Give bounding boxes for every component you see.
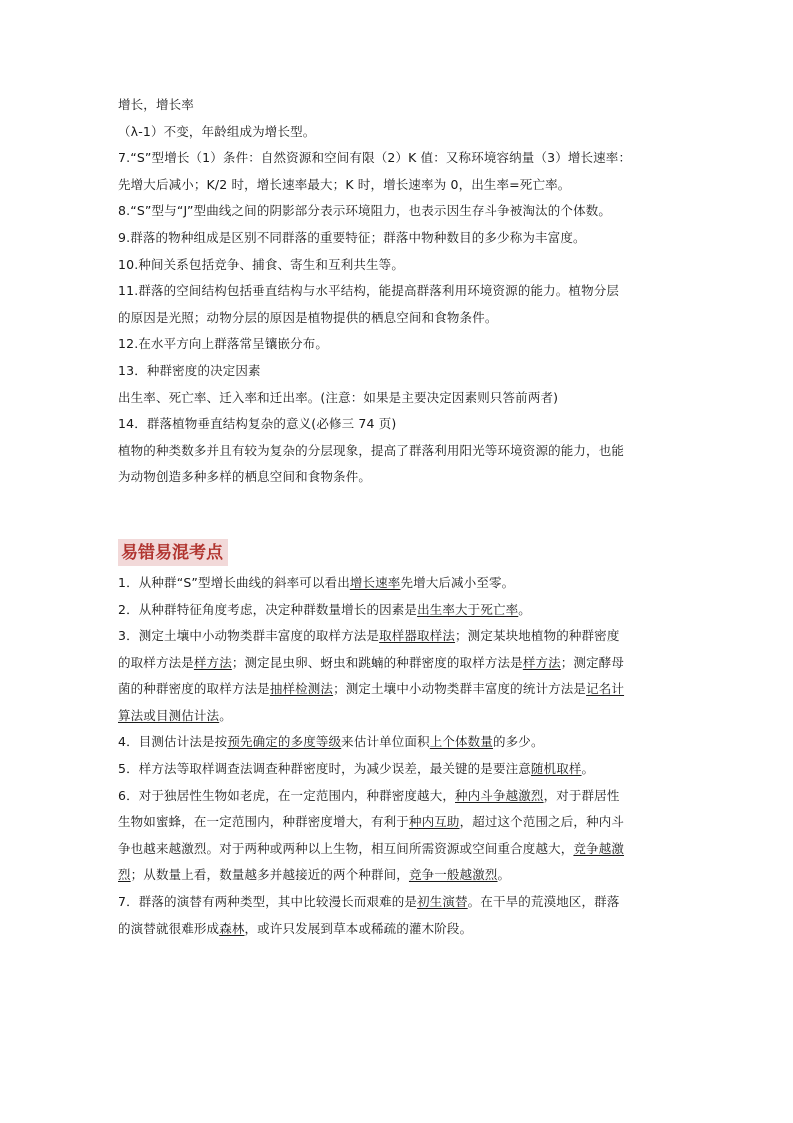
text: ，或许只发展到草本或稀疏的灌木阶段。 xyxy=(244,920,473,936)
text: ；测定土壤中小动物类群丰富度的统计方法是 xyxy=(333,681,587,697)
text-line: 11.群落的空间结构包括垂直结构与水平结构，能提高群落利用环境资源的能力。植物分层 xyxy=(118,283,620,299)
text: ；测定某块地植物的种群密度 xyxy=(455,628,620,644)
text-line: 的原因是光照；动物分层的原因是植物提供的栖息空间和食物条件。 xyxy=(118,309,498,325)
text: 。 xyxy=(219,707,232,723)
point-1 xyxy=(118,570,686,597)
text-line: 增长，增长率 xyxy=(118,97,194,112)
key-term: 随机取样 xyxy=(530,761,582,777)
text-line: 10.种间关系包括竞争、捕食、寄生和互利共生等。 xyxy=(118,256,404,272)
point-3-cont xyxy=(118,703,686,730)
text: 。 xyxy=(518,601,531,617)
text: 3．测定土壤中小动物类群丰富度的取样方法是 xyxy=(118,628,380,644)
text-line: 出生率、死亡率、迁入率和迁出率。(注意：如果是主要决定因素则只答前两者) xyxy=(118,389,559,405)
section-header xyxy=(118,533,686,570)
text: 的多少。 xyxy=(493,734,544,750)
text: 6．对于独居性生物如老虎，在一定范围内，种群密度越大， xyxy=(118,787,456,803)
point-7-cont xyxy=(118,916,686,943)
point-2 xyxy=(118,597,686,624)
point-6 xyxy=(118,783,686,810)
key-term: 初生演替 xyxy=(417,894,468,910)
text: 菌的种群密度的取样方法是 xyxy=(118,681,270,697)
text: 7．群落的演替有两种类型，其中比较漫长而艰难的是 xyxy=(118,894,418,910)
key-term: 烈 xyxy=(118,867,131,883)
key-term: 上个体数量 xyxy=(429,734,493,750)
text-line: （λ-1）不变，年龄组成为增长型。 xyxy=(118,123,316,139)
key-term: 预先确定的多度等级 xyxy=(227,734,342,750)
key-term: 增长速率 xyxy=(349,574,401,590)
text: 来估计单位面积 xyxy=(341,734,430,750)
section-gap xyxy=(118,491,686,533)
text: 生物如蜜蜂，在一定范围内，种群密度增大，有利于 xyxy=(118,814,409,830)
text-line: 9.群落的物种组成是区别不同群落的重要特征；群落中物种数目的多少称为丰富度。 xyxy=(118,229,586,245)
key-term: 竞争越激 xyxy=(573,840,625,856)
text: 的演替就很难形成 xyxy=(118,920,220,936)
section-title: 易错易混考点 xyxy=(118,539,228,566)
point-5 xyxy=(118,756,686,783)
text-line: 12.在水平方向上群落常呈镶嵌分布。 xyxy=(118,336,329,352)
key-term: 竞争一般越激烈 xyxy=(408,867,498,883)
text: 。 xyxy=(581,761,595,777)
key-term: 样方法 xyxy=(522,654,561,670)
key-term: 森林 xyxy=(219,920,245,936)
point-6-cont xyxy=(118,862,686,889)
point-3-cont xyxy=(118,650,686,677)
text-line: 8.“S”型与“J”型曲线之间的阴影部分表示环境阻力，也表示因生存斗争被淘汰的个体数。 xyxy=(118,203,612,219)
key-term: 记名计 xyxy=(586,681,625,697)
text-line: 先增大后减小；K/2 时，增长速率最大；K 时，增长速率为 0，出生率=死亡率。 xyxy=(118,176,571,192)
key-term: 取样器取样法 xyxy=(379,628,456,644)
text: 的取样方法是 xyxy=(118,654,194,670)
text: 。在干旱的荒漠地区，群落 xyxy=(467,894,620,910)
key-term: 种内互助 xyxy=(408,814,460,830)
text: 2．从种群特征角度考虑，决定种群数量增长的因素是 xyxy=(118,601,418,617)
key-term: 种内斗争越激烈 xyxy=(455,787,544,803)
text: 4．目测估计法是按 xyxy=(118,734,228,750)
key-term: 抽样检测法 xyxy=(269,681,334,697)
text-line: 植物的种类数多并且有较为复杂的分层现象，提高了群落利用阳光等环境资源的能力，也能 xyxy=(118,442,625,458)
text: 1．从种群“S”型增长曲线的斜率可以看出 xyxy=(118,574,350,590)
text: 。 xyxy=(497,867,511,883)
point-3-cont xyxy=(118,676,686,703)
text: ，超过这个范围之后，种内斗 xyxy=(459,814,625,830)
text: 先增大后减小至零。 xyxy=(400,574,515,590)
point-4 xyxy=(118,729,686,756)
point-7 xyxy=(118,889,686,916)
key-term: 出生率大于死亡率 xyxy=(417,601,519,617)
key-term: 算法或目测估计法 xyxy=(118,707,220,723)
text-line: 为动物创造多种多样的栖息空间和食物条件。 xyxy=(118,469,372,485)
document-page xyxy=(118,92,686,942)
text: ；测定昆虫卵、蚜虫和跳蝻的种群密度的取样方法是 xyxy=(231,654,523,670)
key-term: 样方法 xyxy=(193,654,232,670)
text-line: 14．群落植物垂直结构复杂的意义(必修三 74 页) xyxy=(118,416,397,432)
text-line: 13．种群密度的决定因素 xyxy=(118,362,261,378)
text: 5．样方法等取样调查法调查种群密度时，为减少误差，最关键的是要注意 xyxy=(118,761,531,777)
point-3 xyxy=(118,623,686,650)
point-6-cont xyxy=(118,809,686,836)
text: 争也越来越激烈。对于两种或两种以上生物，相互间所需资源或空间重合度越大， xyxy=(118,840,574,856)
text-line: 7.“S”型增长（1）条件：自然资源和空间有限（2）K 值：又称环境容纳量（3）增长速率： xyxy=(118,150,632,166)
text: ；测定酵母 xyxy=(560,654,625,670)
point-6-cont xyxy=(118,836,686,863)
text: ，对于群居性 xyxy=(543,787,620,803)
text: ；从数量上看，数量越多并越接近的两个种群间， xyxy=(130,867,409,883)
